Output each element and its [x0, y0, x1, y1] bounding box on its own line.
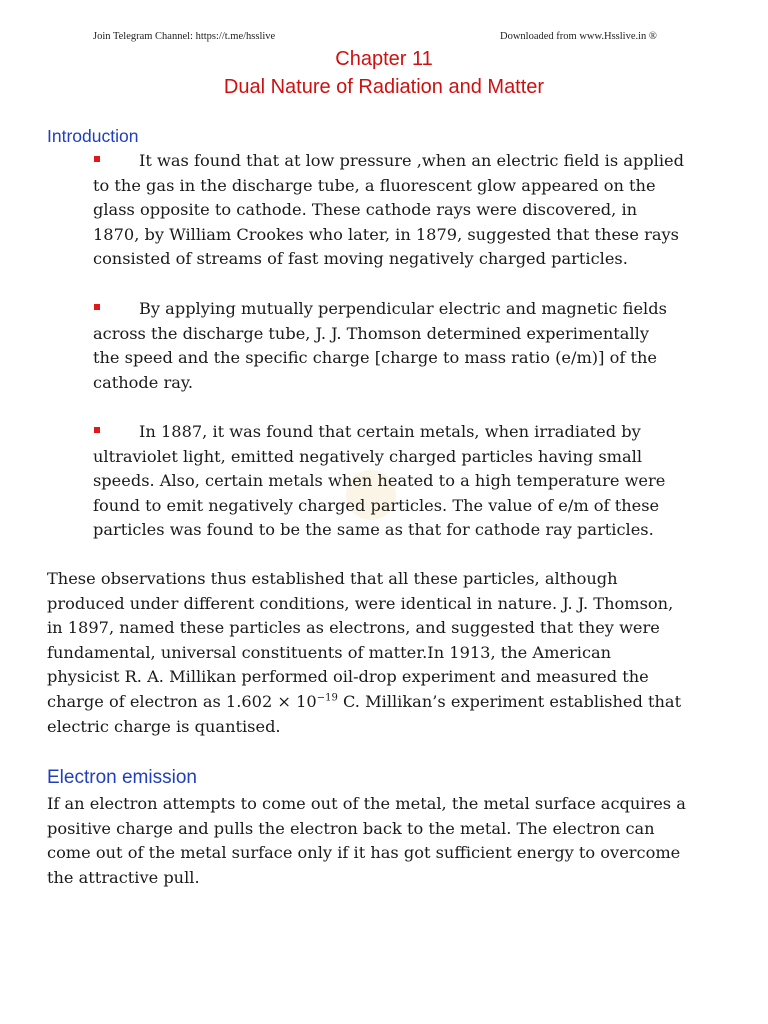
bullet-line: the speed and the specific charge [charge to mass ratio (e/m)] of the — [93, 348, 657, 368]
charge-exponent: −19 — [316, 692, 338, 704]
bullet-item — [93, 420, 733, 543]
bullet-line: particles was found to be the same as that for cathode ray particles. — [93, 520, 654, 540]
paragraph-line: produced under different conditions, were identical in nature. J. J. Thomson, — [47, 593, 674, 613]
bullet-line: In 1887, it was found that certain metals, when irradiated by — [93, 420, 733, 445]
paragraph-line: come out of the metal surface only if it has got sufficient energy to overcome — [47, 843, 681, 863]
bullet-line: across the discharge tube, J. J. Thomson determined experimentally — [93, 323, 649, 343]
chapter-title: Dual Nature of Radiation and Matter — [223, 76, 545, 98]
paragraph-line: These observations thus established that all these particles, although — [47, 569, 618, 588]
electron-charge-line: charge of electron as $1.602 \times 10^{-19}$ C. Millikan’s experiment established that — [47, 691, 682, 711]
header-telegram-text: Join Telegram Channel: https://t.me/hsslive — [93, 31, 276, 42]
observations-paragraph — [47, 567, 737, 739]
square-bullet-icon — [94, 304, 100, 310]
bullet-line: cathode ray. — [93, 372, 194, 392]
electron-emission-paragraph — [47, 792, 737, 890]
bullet-line: ultraviolet light, emitted negatively charged particles having small — [93, 446, 643, 466]
header-download-text: Downloaded from www.Hsslive.in ® — [500, 31, 657, 42]
chapter-number: Chapter 11 — [335, 48, 433, 70]
bullet-line: found to emit negatively charged particles. The value of e/m of these — [93, 495, 660, 515]
paragraph-line: If an electron attempts to come out of the metal, the metal surface acquires a — [47, 794, 686, 813]
bullet-line: By applying mutually perpendicular electric and magnetic fields — [93, 297, 733, 322]
paragraph-line: electric charge is quantised. — [47, 716, 281, 736]
paragraph-line: in 1897, named these particles as electrons, and suggested that they were — [47, 618, 660, 638]
introduction-heading: Introduction — [47, 126, 139, 146]
bullet-line: 1870, by William Crookes who later, in 1879, suggested that these rays — [93, 224, 679, 244]
bullet-line: It was found that at low pressure ,when an electric field is applied — [93, 149, 733, 174]
bullet-line: glass opposite to cathode. These cathode rays were discovered, in — [93, 200, 638, 220]
square-bullet-icon — [94, 427, 100, 433]
bullet-item — [93, 149, 733, 272]
bullet-line: to the gas in the discharge tube, a fluorescent glow appeared on the — [93, 175, 656, 195]
paragraph-line: fundamental, universal constituents of matter.In 1913, the American — [47, 642, 612, 662]
bullet-item — [93, 297, 733, 395]
bullet-line: speeds. Also, certain metals when heated to a high temperature were — [93, 471, 666, 491]
paragraph-line: the attractive pull. — [47, 867, 200, 887]
square-bullet-icon — [94, 156, 100, 162]
bullet-line: consisted of streams of fast moving negatively charged particles. — [93, 249, 628, 269]
electron-emission-heading: Electron emission — [47, 767, 197, 788]
paragraph-line: physicist R. A. Millikan performed oil-drop experiment and measured the — [47, 667, 649, 687]
paragraph-line: positive charge and pulls the electron back to the metal. The electron can — [47, 818, 655, 838]
